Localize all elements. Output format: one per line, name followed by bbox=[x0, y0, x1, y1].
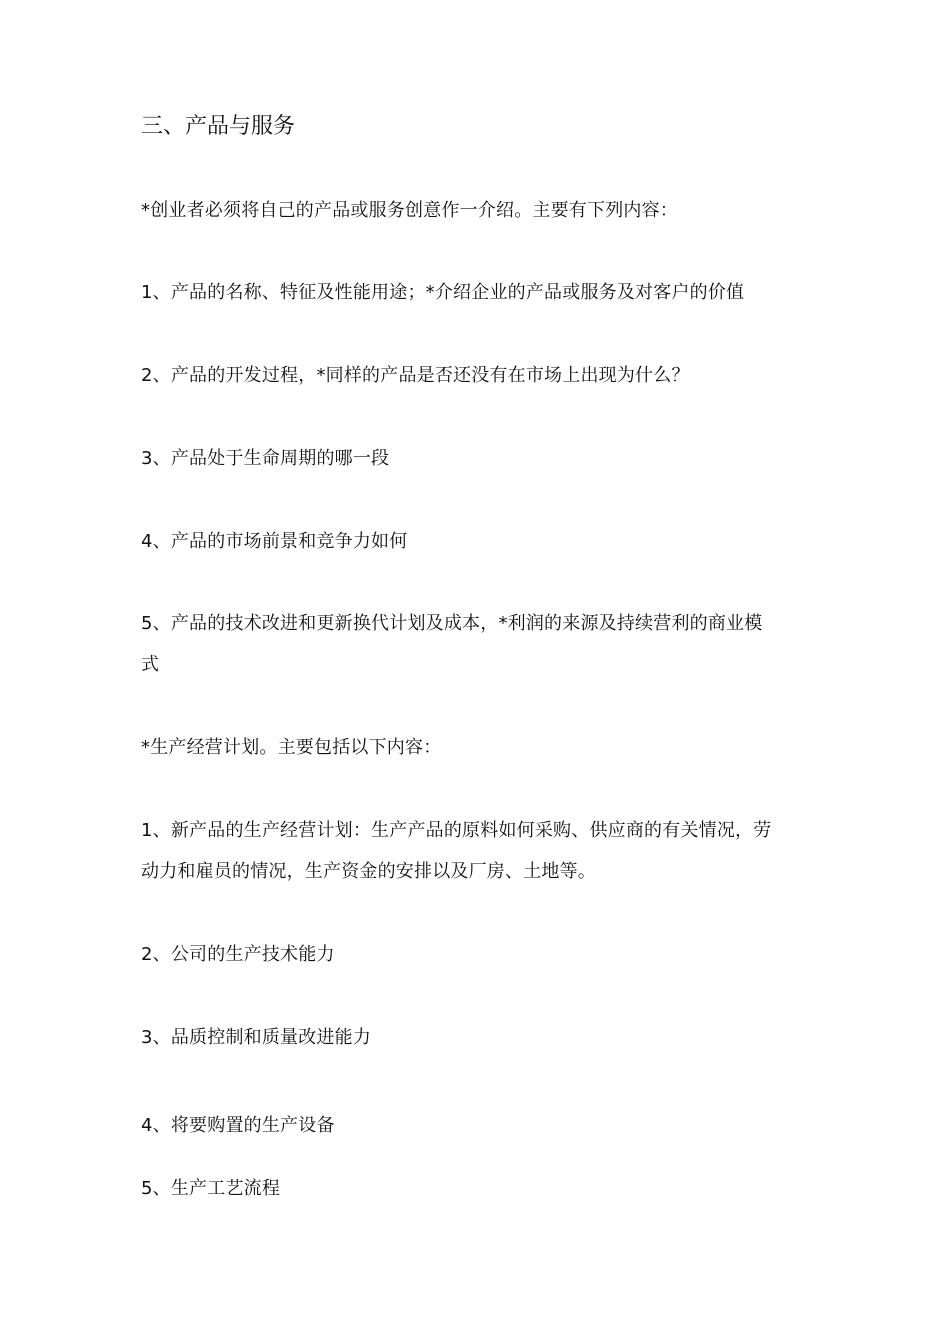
paragraph-intro-product: *创业者必须将自己的产品或服务创意作一介绍。主要有下列内容： bbox=[141, 200, 678, 221]
paragraph-item-4: 4、产品的市场前景和竞争力如何 bbox=[141, 531, 408, 552]
paragraph-production-item-5: 5、生产工艺流程 bbox=[141, 1178, 281, 1199]
paragraph-item-5: 5、产品的技术改进和更新换代计划及成本，*利润的来源及持续营利的商业模 bbox=[141, 613, 763, 634]
section-heading: 三、产品与服务 bbox=[141, 114, 296, 139]
paragraph-production-item-1-continued: 动力和雇员的情况，生产资金的安排以及厂房、土地等。 bbox=[141, 861, 596, 882]
paragraph-item-5-continued: 式 bbox=[141, 654, 160, 675]
paragraph-production-item-1: 1、新产品的生产经营计划：生产产品的原料如何采购、供应商的有关情况，劳 bbox=[141, 820, 772, 841]
paragraph-production-item-3: 3、品质控制和质量改进能力 bbox=[141, 1027, 372, 1048]
paragraph-intro-production: *生产经营计划。主要包括以下内容： bbox=[141, 737, 442, 758]
paragraph-production-item-2: 2、公司的生产技术能力 bbox=[141, 944, 335, 965]
paragraph-item-3: 3、产品处于生命周期的哪一段 bbox=[141, 448, 390, 469]
paragraph-item-2: 2、产品的开发过程，*同样的产品是否还没有在市场上出现为什么？ bbox=[141, 365, 690, 386]
paragraph-item-1: 1、产品的名称、特征及性能用途；*介绍企业的产品或服务及对客户的价值 bbox=[141, 282, 745, 303]
paragraph-production-item-4: 4、将要购置的生产设备 bbox=[141, 1115, 335, 1136]
